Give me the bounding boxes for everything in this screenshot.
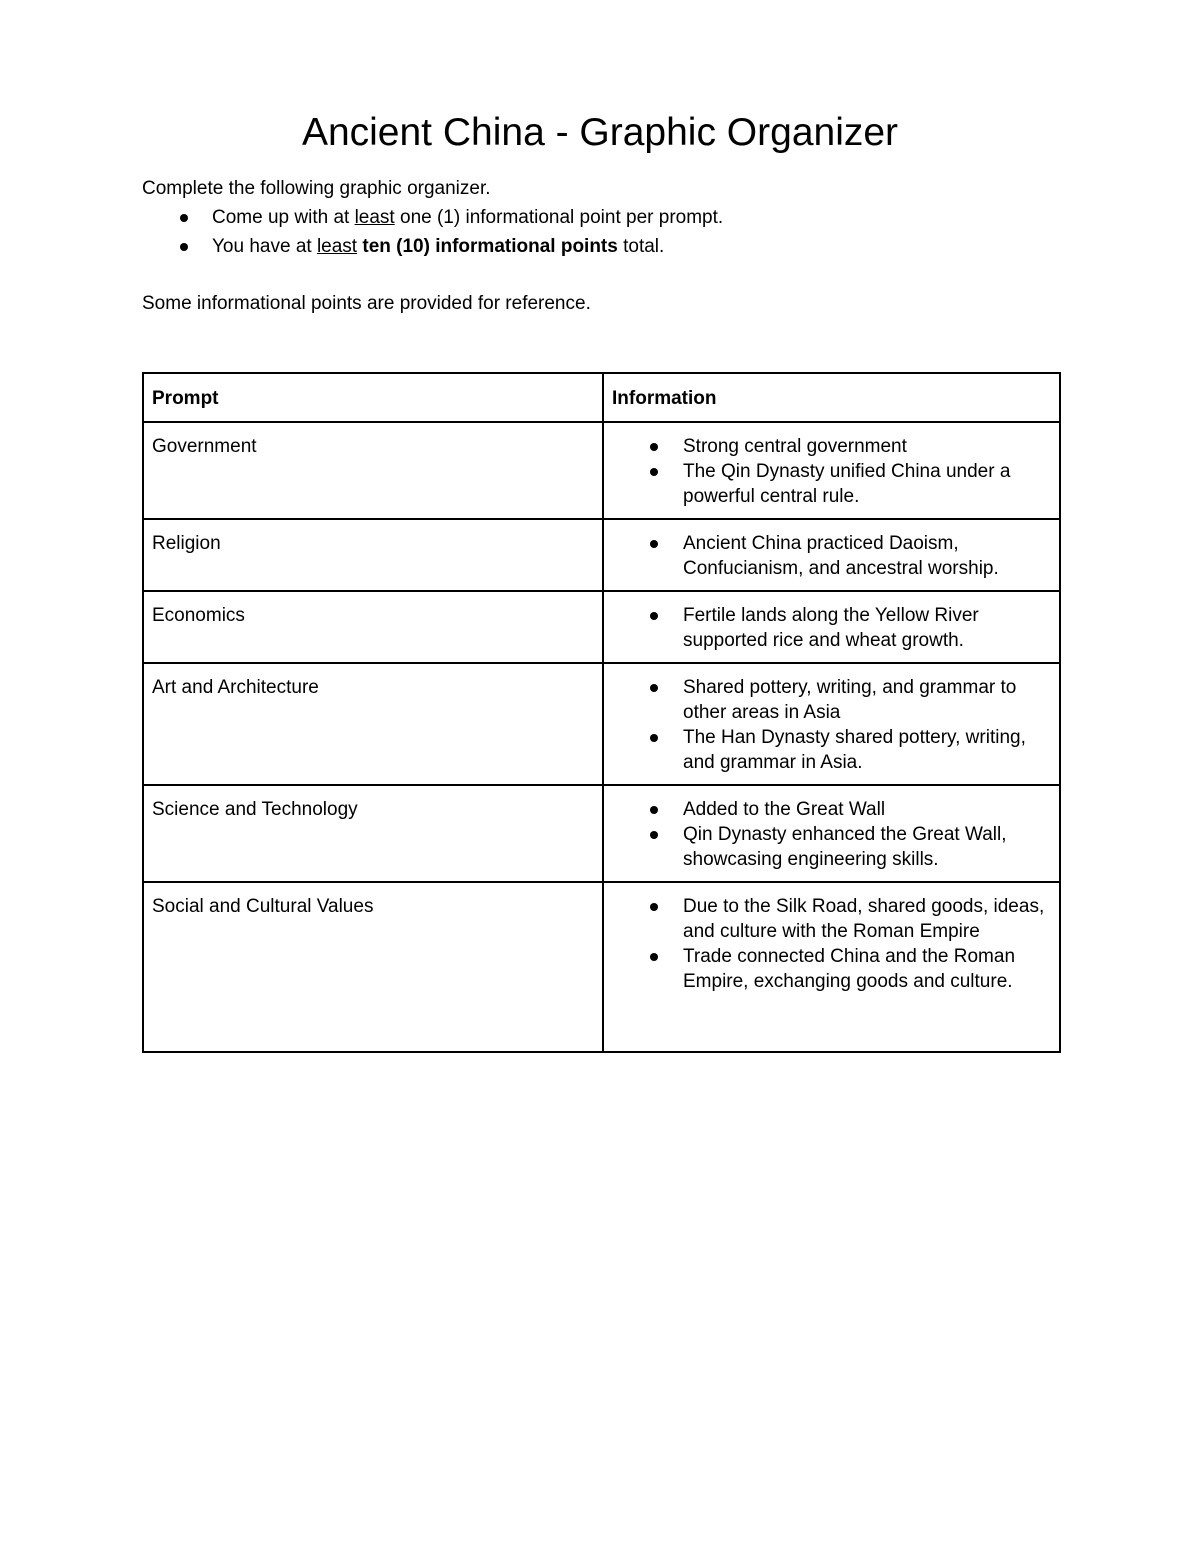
bullet-icon [180, 243, 188, 251]
bullet-icon [650, 953, 658, 961]
list-item [612, 434, 1051, 459]
table-header-row [143, 373, 1060, 422]
instruction-bullet-1 [142, 203, 1062, 232]
list-item [612, 797, 1051, 822]
information-cell [603, 882, 1060, 1052]
info-text: Trade connected China and the Roman Empire, exchanging goods and culture. [683, 946, 1016, 992]
bold-phrase: ten (10) informational points [362, 236, 618, 257]
info-text: Shared pottery, writing, and grammar to other areas in Asia [683, 677, 1017, 723]
list-item [612, 894, 1051, 944]
list-item [612, 675, 1051, 725]
prompt-cell: Government [143, 422, 603, 519]
information-list [612, 434, 1051, 509]
information-cell [603, 422, 1060, 519]
info-text: The Han Dynasty shared pottery, writing, and grammar in Asia. [683, 727, 1026, 773]
prompt-cell: Art and Architecture [143, 663, 603, 785]
bullet-icon [650, 831, 658, 839]
header-information: Information [603, 373, 1060, 422]
reference-note: Some informational points are provided for reference. [142, 293, 591, 314]
bullet-icon [650, 684, 658, 692]
bullet-icon [650, 734, 658, 742]
instruction-bullet-2 [142, 232, 1062, 261]
prompt-cell: Economics [143, 591, 603, 663]
page-title: Ancient China - Graphic Organizer [301, 111, 899, 154]
header-prompt: Prompt [143, 373, 603, 422]
bullet-icon [180, 214, 188, 222]
table-row [143, 519, 1060, 591]
table-row [143, 591, 1060, 663]
underlined-word: least [354, 207, 395, 228]
prompt-cell: Social and Cultural Values [143, 882, 603, 1052]
information-cell [603, 663, 1060, 785]
information-list [612, 797, 1051, 872]
prompt-cell: Science and Technology [143, 785, 603, 882]
instruction-text-part: Come up with at [212, 207, 355, 228]
table-row [143, 663, 1060, 785]
info-text: Due to the Silk Road, shared goods, ideas, and culture with the Roman Empire [683, 896, 1045, 942]
bullet-icon [650, 806, 658, 814]
table-row [143, 785, 1060, 882]
information-cell [603, 519, 1060, 591]
bullet-icon [650, 903, 658, 911]
prompt-cell: Religion [143, 519, 603, 591]
list-item [612, 603, 1051, 653]
info-text: Ancient China practiced Daoism, Confucianism, and ancestral worship. [683, 533, 999, 579]
information-list [612, 603, 1051, 653]
table-row [143, 882, 1060, 1052]
list-item [612, 822, 1051, 872]
list-item [612, 459, 1051, 509]
table-row [143, 422, 1060, 519]
instruction-list [142, 203, 1062, 261]
bullet-icon [650, 443, 658, 451]
graphic-organizer-table [142, 372, 1061, 1053]
information-cell [603, 591, 1060, 663]
information-list [612, 531, 1051, 581]
info-text: Added to the Great Wall [683, 799, 886, 820]
info-text: Fertile lands along the Yellow River supported rice and wheat growth. [683, 605, 979, 651]
bullet-icon [650, 612, 658, 620]
information-list [612, 675, 1051, 775]
info-text: Qin Dynasty enhanced the Great Wall, showcasing engineering skills. [683, 824, 1007, 870]
list-item [612, 531, 1051, 581]
underlined-word: least [316, 236, 358, 257]
information-list [612, 894, 1051, 994]
instruction-text-part: total. [617, 236, 665, 257]
instruction-text: Complete the following graphic organizer. [142, 178, 491, 199]
list-item [612, 725, 1051, 775]
bullet-icon [650, 540, 658, 548]
information-cell [603, 785, 1060, 882]
bullet-icon [650, 468, 658, 476]
instruction-text-part: You have at [212, 236, 317, 257]
instruction-text-part: one (1) informational point per prompt. [394, 207, 724, 228]
info-text: The Qin Dynasty unified China under a powerful central rule. [683, 461, 1011, 507]
list-item [612, 944, 1051, 994]
instructions [142, 174, 1062, 318]
info-text: Strong central government [683, 436, 907, 457]
